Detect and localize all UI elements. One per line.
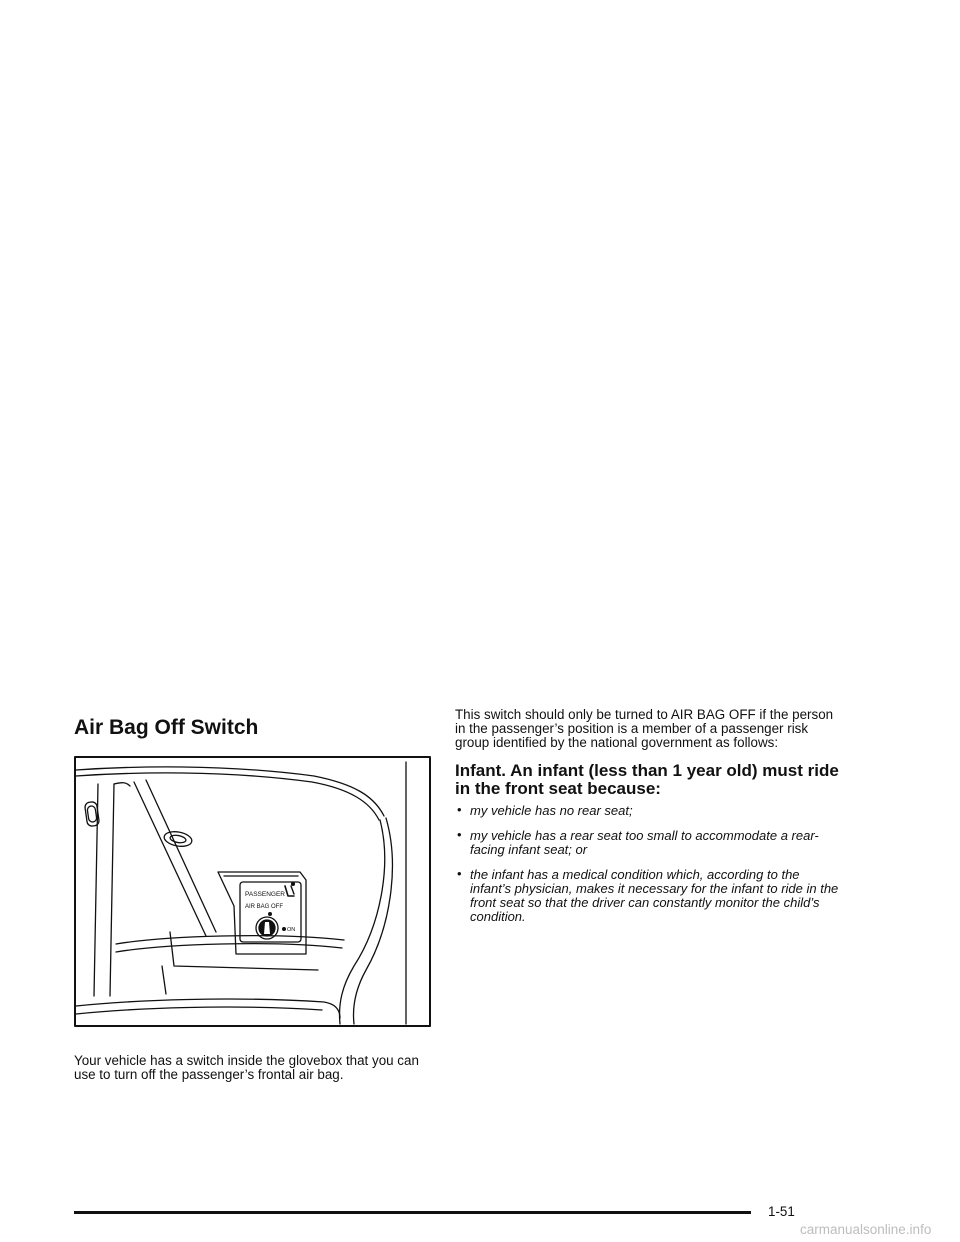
list-item: • the infant has a medical condition which, according to the infant’s physician, makes it necessary for the infant to ride in the front seat so that the driver can constantly monitor the child’s condition. — [457, 866, 839, 924]
airbag-off-label: AIR BAG OFF — [245, 904, 284, 910]
risk-group-paragraph: This switch should only be turned to AIR BAG OFF if the person in the passenger’s position is a member of a passenger risk group identified by the national government as follows: — [455, 707, 834, 750]
list-item: • my vehicle has no rear seat; — [457, 802, 633, 818]
bullet: • — [457, 827, 462, 842]
infant-subheading: Infant. An infant (less than 1 year old) must ride in the front seat because: — [455, 761, 839, 798]
bullet: • — [457, 866, 462, 881]
intro-paragraph: Your vehicle has a switch inside the glovebox that you can use to turn off the passenger’s frontal air bag. — [74, 1053, 419, 1083]
page-number: 1-51 — [768, 1204, 795, 1219]
infant-conditions-list — [455, 804, 840, 924]
bullet: • — [457, 802, 462, 817]
footer-rule — [74, 1211, 751, 1214]
passenger-label: PASSENGER — [245, 891, 285, 898]
watermark: carmanualsonline.info — [800, 1222, 932, 1237]
section-title: Air Bag Off Switch — [74, 716, 259, 739]
list-item: • my vehicle has a rear seat too small to accommodate a rear-facing infant seat; or — [457, 827, 819, 857]
glovebox-airbag-switch-illustration — [74, 756, 431, 1027]
on-label: ON — [287, 927, 296, 933]
right-column — [455, 708, 840, 935]
